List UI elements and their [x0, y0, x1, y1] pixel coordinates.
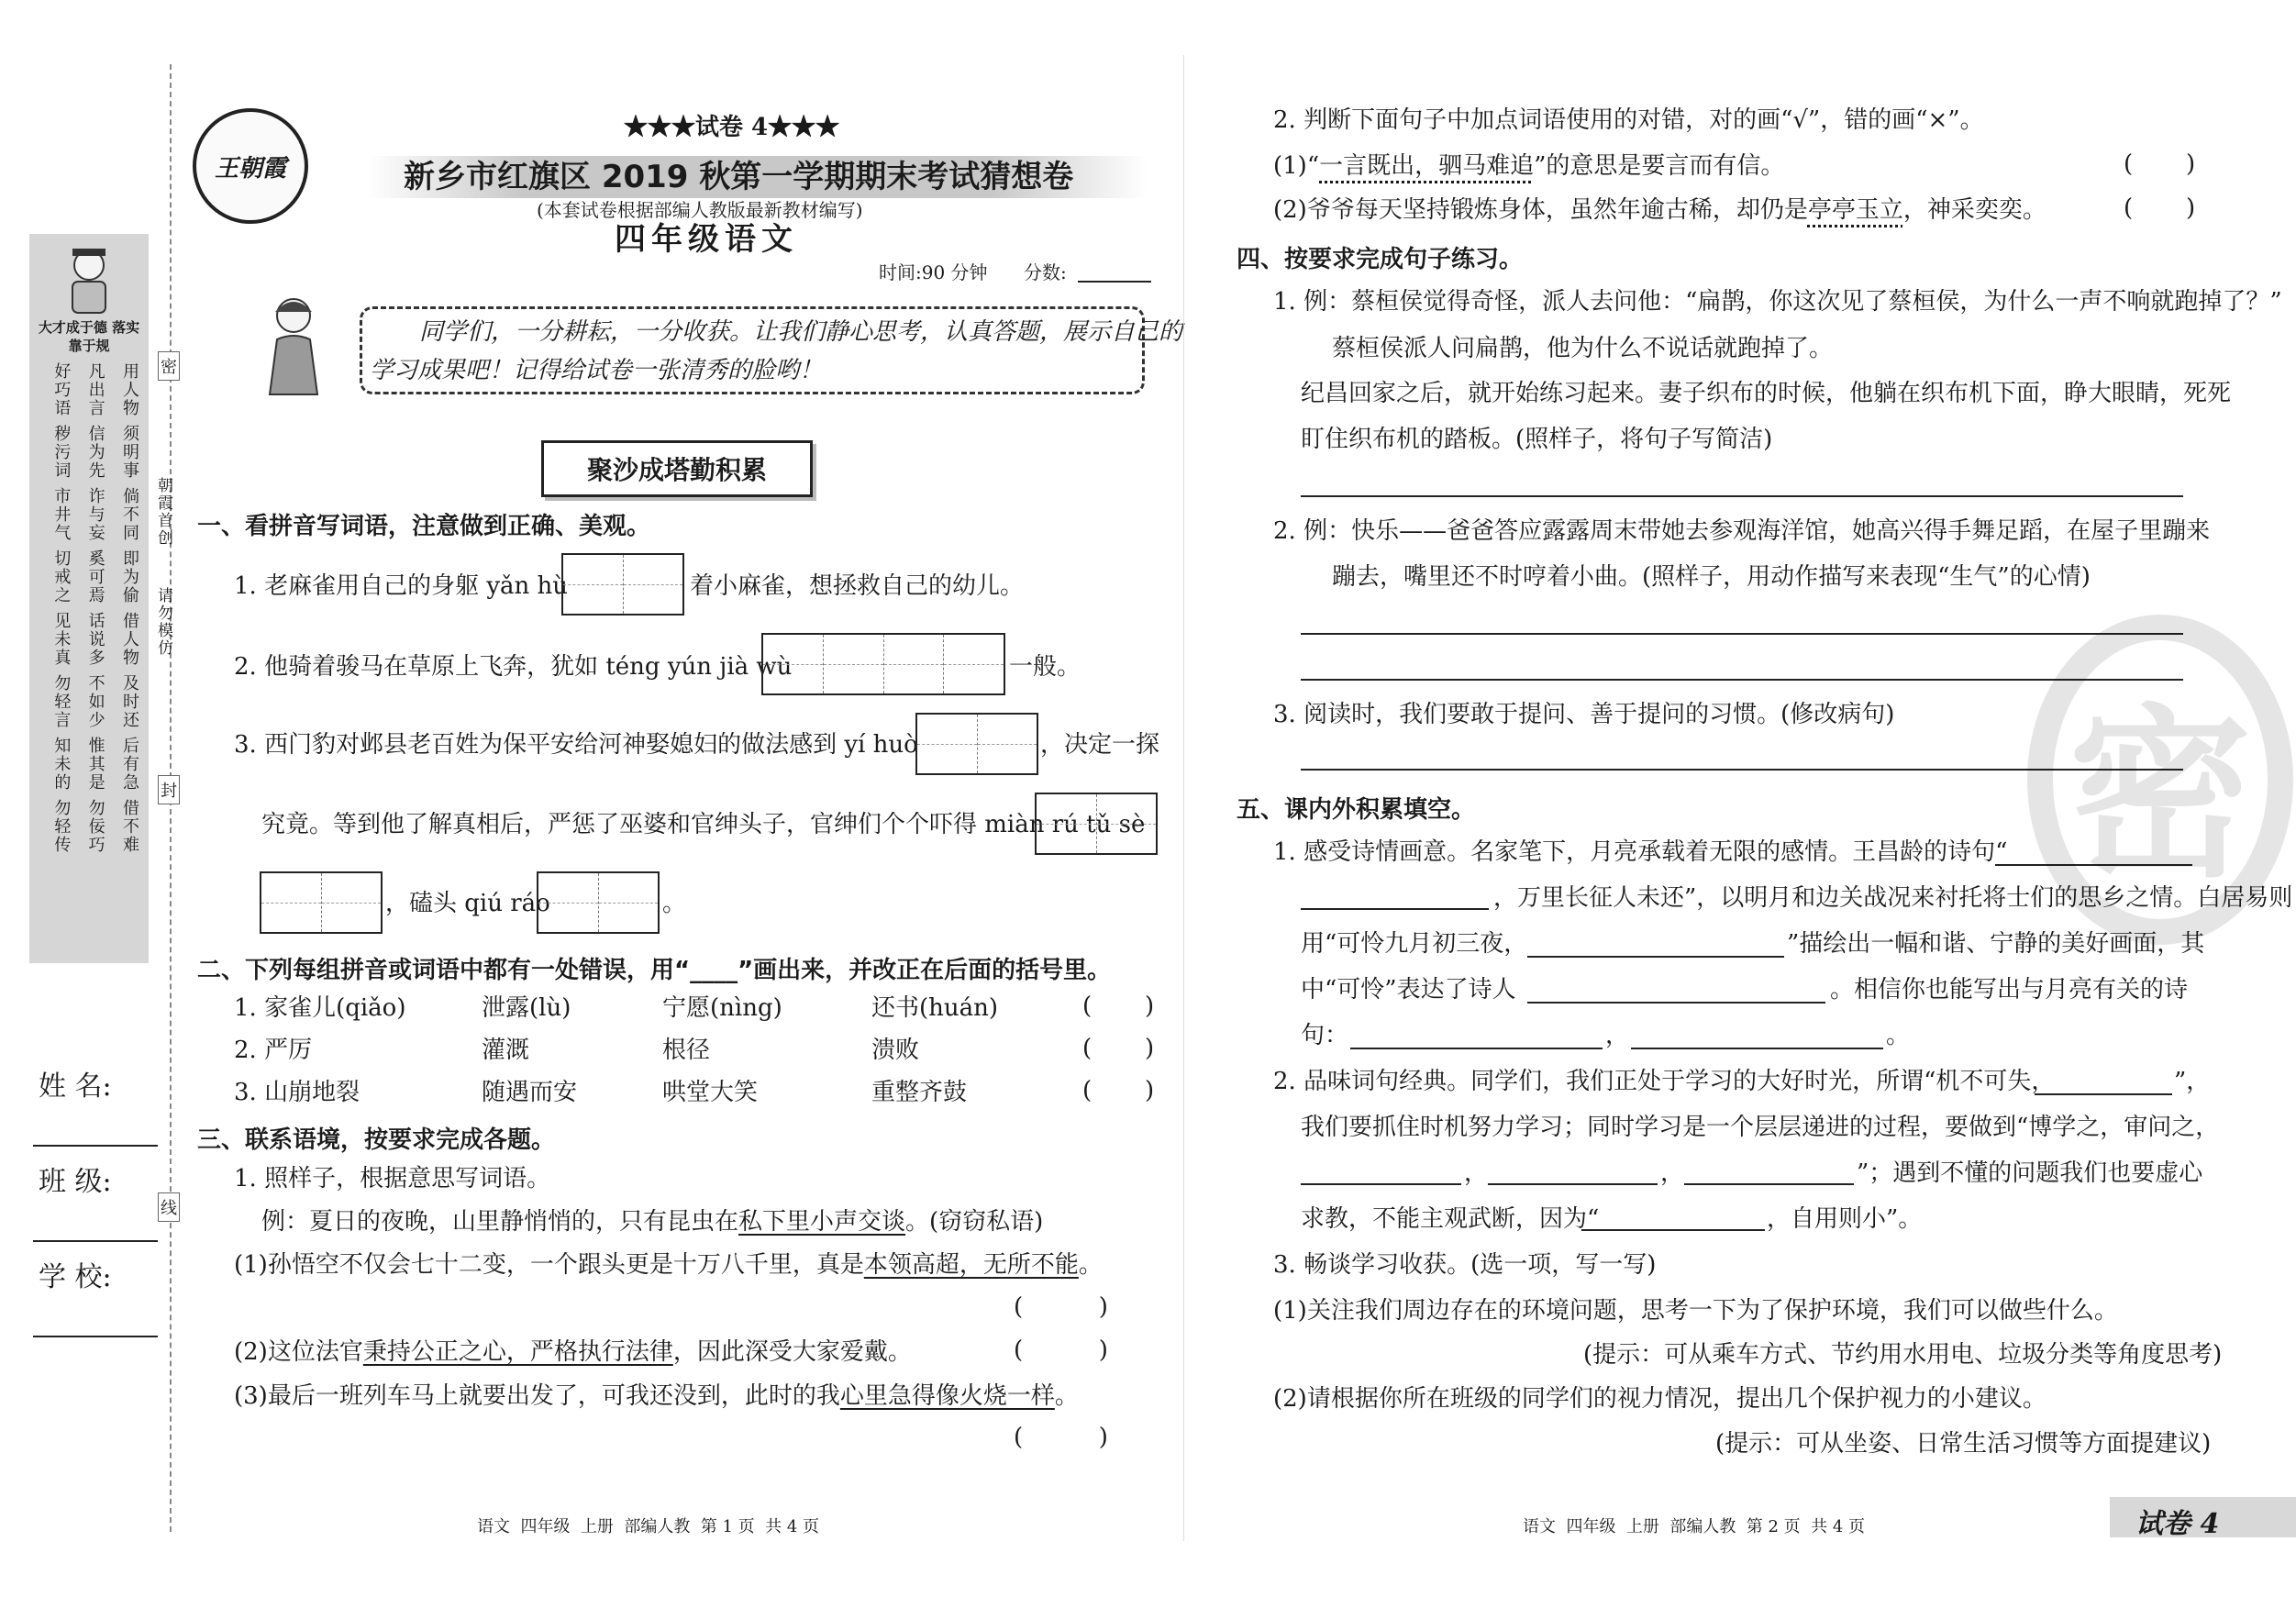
proverb-grid: [39, 362, 141, 854]
proverb: 不如少: [85, 674, 105, 729]
q4-p1-line4: 盯住织布机的踏板。(照样子，将句子写简洁): [1301, 426, 1773, 453]
q3-s3: [234, 1381, 1079, 1412]
q5-a3-a: 用“可怜九月初三夜，: [1301, 930, 1528, 958]
j2-dotted: 亭亭玉立: [1807, 196, 1903, 224]
q3-s2: [234, 1336, 912, 1368]
answer-paren[interactable]: ( ): [1082, 1077, 1155, 1104]
q1-item2-text-2: 一般。: [1009, 653, 1081, 681]
proverb: 后有急: [119, 737, 139, 792]
j2-text: (2)爷爷每天坚持锻炼身体，虽然年逾古稀，却仍是: [1273, 196, 1808, 224]
q2-cell: 随遇而安: [482, 1079, 578, 1106]
proverb: 勿轻言: [51, 674, 72, 729]
fill-blank[interactable]: [1631, 1048, 1883, 1049]
q4-heading: 四、按要求完成句子练习。: [1237, 246, 1524, 273]
s1-text-end: 。: [1078, 1251, 1103, 1279]
answer-paren[interactable]: ( ): [2124, 150, 2196, 178]
q2-cell: 2. 严厉: [234, 1037, 313, 1064]
q3-sub1: 1. 照样子，根据意思写词语。: [234, 1165, 551, 1192]
example-text: 例：夏日的夜晚，山里静悄悄的，只有昆虫在: [261, 1208, 739, 1236]
j1-text-end: ”的意思是要言而有信。: [1534, 152, 1785, 180]
teacher-illustration: [257, 292, 330, 400]
margin-note: 朝霞首创: [154, 477, 172, 547]
q4-p1-line1: 1. 例：蔡桓侯觉得奇怪，派人去问他：“扁鹊，你这次见了蔡桓侯，为什么一声不响就跑掉了？”: [1273, 288, 2282, 316]
watermark-seal: [2027, 615, 2293, 945]
intro-line-1: 同学们，一分耕耘，一分收获。让我们静心思考，认真答题，展示自己的: [419, 318, 1183, 346]
q5-b1-b: ”，: [2174, 1068, 2211, 1095]
q5-a2: ，万里长征人未还”，以明月和边关战况来衬托将士们的思乡之情。白居易则: [1493, 884, 2293, 912]
q4-p1-line2: 蔡桓侯派人问扁鹊，他为什么不说话就跑掉了。: [1332, 335, 1834, 362]
proverb: 倘不同: [119, 487, 139, 542]
score-label: 分数:: [1024, 261, 1067, 283]
proverb: 勿轻传: [51, 799, 72, 854]
q5-b4-a: 求教，不能主观武断，因为“: [1301, 1205, 1600, 1233]
intro-line-2: 学习成果吧！记得给试卷一张清秀的脸哟！: [370, 357, 824, 384]
q3-example: [261, 1206, 1043, 1237]
example-underline: 私下里小声交谈: [738, 1208, 906, 1236]
q2-cell: 1. 家雀儿(qiǎo): [234, 994, 406, 1022]
q3-j1: [1273, 150, 1784, 182]
fill-blank[interactable]: [2035, 1093, 2172, 1095]
j2-text-end: ，神采奕奕。: [1902, 196, 2046, 224]
answer-line[interactable]: [1301, 633, 2183, 635]
answer-paren[interactable]: ( ): [1014, 1336, 1108, 1364]
fill-blank[interactable]: [1301, 908, 1489, 910]
q3-j2: [1273, 194, 2046, 226]
answer-paren[interactable]: ( ): [1082, 1035, 1155, 1062]
name-field[interactable]: [33, 1145, 158, 1147]
q2-cell: 灌溉: [482, 1037, 530, 1064]
grade-subject: 四年级语文: [615, 221, 798, 258]
corner-label: 试卷 4: [2135, 1508, 2220, 1540]
q5-b2: 我们要抓住时机努力学习；同时学习是一个层层递进的过程，要做到“博学之，审问之，: [1301, 1114, 2220, 1141]
proverb: 秽污词: [51, 425, 72, 480]
proverb: 话说多: [85, 612, 105, 667]
q2-cell: 根径: [662, 1037, 711, 1064]
q1-item1-text: 1. 老麻雀用自己的身躯 yǎn hù: [234, 572, 569, 600]
proverb: 知未的: [51, 737, 72, 792]
q5-b3-a: ，: [1464, 1159, 1489, 1187]
proverb: 惟其是: [85, 737, 105, 792]
school-label: 学 校:: [39, 1261, 112, 1293]
write-boxes[interactable]: [915, 713, 1038, 775]
proverb: 切戒之: [51, 549, 72, 604]
q3-sub2: 2. 判断下面句子中加点词语使用的对错，对的画“√”，错的画“×”。: [1273, 106, 1984, 134]
answer-paren[interactable]: ( ): [1014, 1424, 1108, 1451]
q1-item3-text-3: 究竟。等到他了解真相后，严惩了巫婆和官绅头子，官绅们个个吓得 miàn rú tǔ sè: [261, 811, 1146, 838]
q4-p1-line3: 纪昌回家之后，就开始练习起来。妻子织布的时候，他躺在织布机下面，睁大眼睛，死死: [1301, 380, 2232, 407]
write-boxes[interactable]: [761, 633, 1005, 695]
q2-cell: 宁愿(nìng): [662, 994, 782, 1022]
proverb: 奚可焉: [85, 549, 105, 604]
q5-a1: 1. 感受诗情画意。名家笔下，月亮承载着无限的感情。王昌龄的诗句“: [1273, 838, 2008, 866]
s3-text: (3)最后一班列车马上就要出发了，可我还没到，此时的我: [234, 1382, 840, 1410]
school-field[interactable]: [33, 1336, 158, 1337]
q4-p2-line2: 蹦去，嘴里还不时哼着小曲。(照样子，用动作描写来表现“生气”的心情): [1332, 563, 2091, 591]
q2-cell: 泄露(lù): [482, 994, 571, 1022]
proverb: 勿佞巧: [85, 799, 105, 854]
publisher-logo: [193, 108, 308, 224]
proverb: 借人物: [119, 612, 139, 667]
proverb: 信为先: [85, 425, 105, 480]
proverb: 须明事: [119, 425, 139, 480]
write-boxes[interactable]: [260, 871, 383, 934]
exam-subtitle: (本套试卷根据部编人教版最新教材编写): [537, 199, 863, 221]
seal-char: 线: [158, 1192, 180, 1222]
name-label: 姓 名:: [39, 1070, 112, 1103]
write-boxes[interactable]: [1035, 793, 1158, 855]
section-title-box: [541, 440, 813, 497]
q1-item3-text-4: ，磕头 qiú ráo: [385, 890, 550, 917]
answer-paren[interactable]: ( ): [2124, 194, 2196, 222]
q1-item3-text: 3. 西门豹对邺县老百姓为保平安给河神娶媳妇的做法感到 yí huò: [234, 731, 918, 759]
proverb: 见未真: [51, 612, 72, 667]
exam-title: 新乡市红旗区 2019 秋第一学期期末考试猜想卷: [404, 159, 1074, 195]
fill-blank[interactable]: [1301, 1183, 1461, 1185]
answer-line[interactable]: [1301, 495, 2183, 497]
proverb: 用人物: [119, 362, 139, 417]
section-title: 聚沙成塔勤积累: [586, 455, 767, 485]
q2-cell: 重整齐鼓: [871, 1079, 968, 1106]
q5-a4-b: 。相信你也能写出与月亮有关的诗: [1830, 976, 2189, 1004]
s1-text: (1)孙悟空不仅会七十二变，一个跟头更是十万八千里，真是: [234, 1251, 864, 1279]
proverb: 即为偷: [119, 549, 139, 604]
class-field[interactable]: [33, 1240, 158, 1242]
s3-underline: 心里急得像火烧一样: [839, 1382, 1055, 1410]
fill-blank[interactable]: [1488, 1183, 1658, 1185]
q2-cell: 3. 山崩地裂: [234, 1079, 360, 1106]
q5-a4-a: 中“可怜”表达了诗人: [1301, 976, 1516, 1004]
q1-heading: 一、看拼音写词语，注意做到正确、美观。: [197, 513, 651, 540]
q5-c3: (提示：可从乘车方式、节约用水用电、垃圾分类等角度思考): [1583, 1341, 2223, 1369]
q1-item2-text: 2. 他骑着骏马在草原上飞奔，犹如 téng yún jià wù: [234, 653, 793, 681]
j1-dotted: 一言既出，驷马难追: [1319, 152, 1535, 180]
j1-text: (1)“: [1273, 152, 1320, 180]
q5-b4-b: ，自用则小”。: [1767, 1205, 1923, 1233]
write-boxes[interactable]: [537, 871, 660, 934]
logo-text: 王朝霞: [214, 154, 286, 183]
s2-underline: 秉持公正之心，严格执行法律: [362, 1338, 673, 1366]
q1-item1-text-2: 着小麻雀，想拯救自己的幼儿。: [690, 572, 1025, 600]
q5-c5: (提示：可从坐姿、日常生活习惯等方面提建议): [1715, 1430, 2212, 1458]
s1-underline: 本领高超，无所不能: [863, 1251, 1079, 1279]
write-boxes[interactable]: [561, 553, 684, 616]
q2-cell: 哄堂大笑: [662, 1079, 759, 1106]
answer-line[interactable]: [1301, 679, 2183, 681]
q5-c1: 3. 畅谈学习收获。(选一项，写一写): [1273, 1251, 1657, 1279]
fill-blank[interactable]: [1527, 1002, 1825, 1004]
intro-box: [360, 306, 1183, 394]
q5-c2: (1)关注我们周边存在的环境问题，思考一下为了保护环境，我们可以做些什么。: [1273, 1297, 2118, 1325]
answer-paren[interactable]: ( ): [1082, 993, 1155, 1020]
class-label: 班 级:: [39, 1166, 112, 1198]
q2-heading: 二、下列每组拼音或词语中都有一处错误，用“____”画出来，并改正在后面的括号里。: [197, 957, 1112, 984]
seal-char: 密: [158, 351, 180, 381]
watermark-text: 密: [2068, 686, 2252, 903]
cartoon-figure: [60, 243, 118, 318]
proverb: 诈与妄: [85, 487, 105, 542]
exam-badge: ★★★试卷 4★★★: [624, 114, 840, 141]
q2-cell: 还书(huán): [871, 994, 999, 1022]
motto: 大才成于德 落实靠于规: [38, 319, 140, 354]
q4-p3: 3. 阅读时，我们要敢于提问、善于提问的习惯。(修改病句): [1273, 701, 1895, 728]
s3-text-end: 。: [1054, 1382, 1079, 1410]
time-label: 时间:90 分钟: [879, 261, 988, 283]
proverb: 借不难: [119, 799, 139, 854]
example-text-end: 。(窃窃私语): [905, 1208, 1044, 1236]
q5-heading: 五、课内外积累填空。: [1237, 796, 1476, 824]
proverb: 市井气: [51, 487, 72, 542]
q3-s1: [234, 1249, 1103, 1281]
q5-a5-a: 句：: [1301, 1022, 1349, 1049]
fill-blank[interactable]: [1527, 956, 1784, 958]
fill-blank[interactable]: [1350, 1048, 1603, 1049]
answer-paren[interactable]: ( ): [1014, 1293, 1108, 1321]
footer-left: 语文 四年级 上册 部编人教 第 1 页 共 4 页: [477, 1517, 820, 1536]
q5-a5-c: 。: [1886, 1022, 1911, 1049]
sidebar-panel: [29, 234, 149, 963]
score-field[interactable]: [1078, 281, 1151, 283]
q1-item3-text-5: 。: [662, 890, 687, 917]
q5-b3-b: ，: [1660, 1159, 1685, 1187]
fill-blank[interactable]: [1684, 1183, 1854, 1185]
s2-text: (2)这位法官: [234, 1338, 363, 1366]
q1-item3-text-2: ，决定一探: [1040, 731, 1160, 759]
s2-text-end: ，因此深受大家爱戴。: [672, 1338, 912, 1366]
q5-b1-a: 2. 品味词句经典。同学们，我们正处于学习的大好时光，所谓“机不可失，: [1273, 1068, 2056, 1095]
proverb: 及时还: [119, 674, 139, 729]
proverb: 凡出言: [85, 362, 105, 417]
q3-heading: 三、联系语境，按要求完成各题。: [197, 1126, 556, 1154]
q4-p2-line1: 2. 例：快乐——爸爸答应露露周末带她去参观海洋馆，她高兴得手舞足蹈，在屋子里蹦来: [1273, 517, 2211, 545]
q5-b3-c: ”；遇到不懂的问题我们也要虚心: [1857, 1159, 2203, 1187]
margin-note: 请勿模仿: [154, 587, 172, 657]
q5-a3-b: ”描绘出一幅和谐、宁静的美好画面，其: [1787, 930, 2205, 958]
fill-blank[interactable]: [1581, 1229, 1765, 1231]
q2-cell: 溃败: [871, 1037, 920, 1064]
proverb: 好巧语: [51, 362, 72, 417]
page-divider: [1183, 55, 1184, 1541]
seal-char: 封: [158, 775, 180, 804]
q5-c4: (2)请根据你所在班级的同学们的视力情况，提出几个保护视力的小建议。: [1273, 1385, 2046, 1413]
q5-a5-b: ，: [1605, 1022, 1630, 1049]
footer-right: 语文 四年级 上册 部编人教 第 2 页 共 4 页: [1523, 1517, 1866, 1536]
